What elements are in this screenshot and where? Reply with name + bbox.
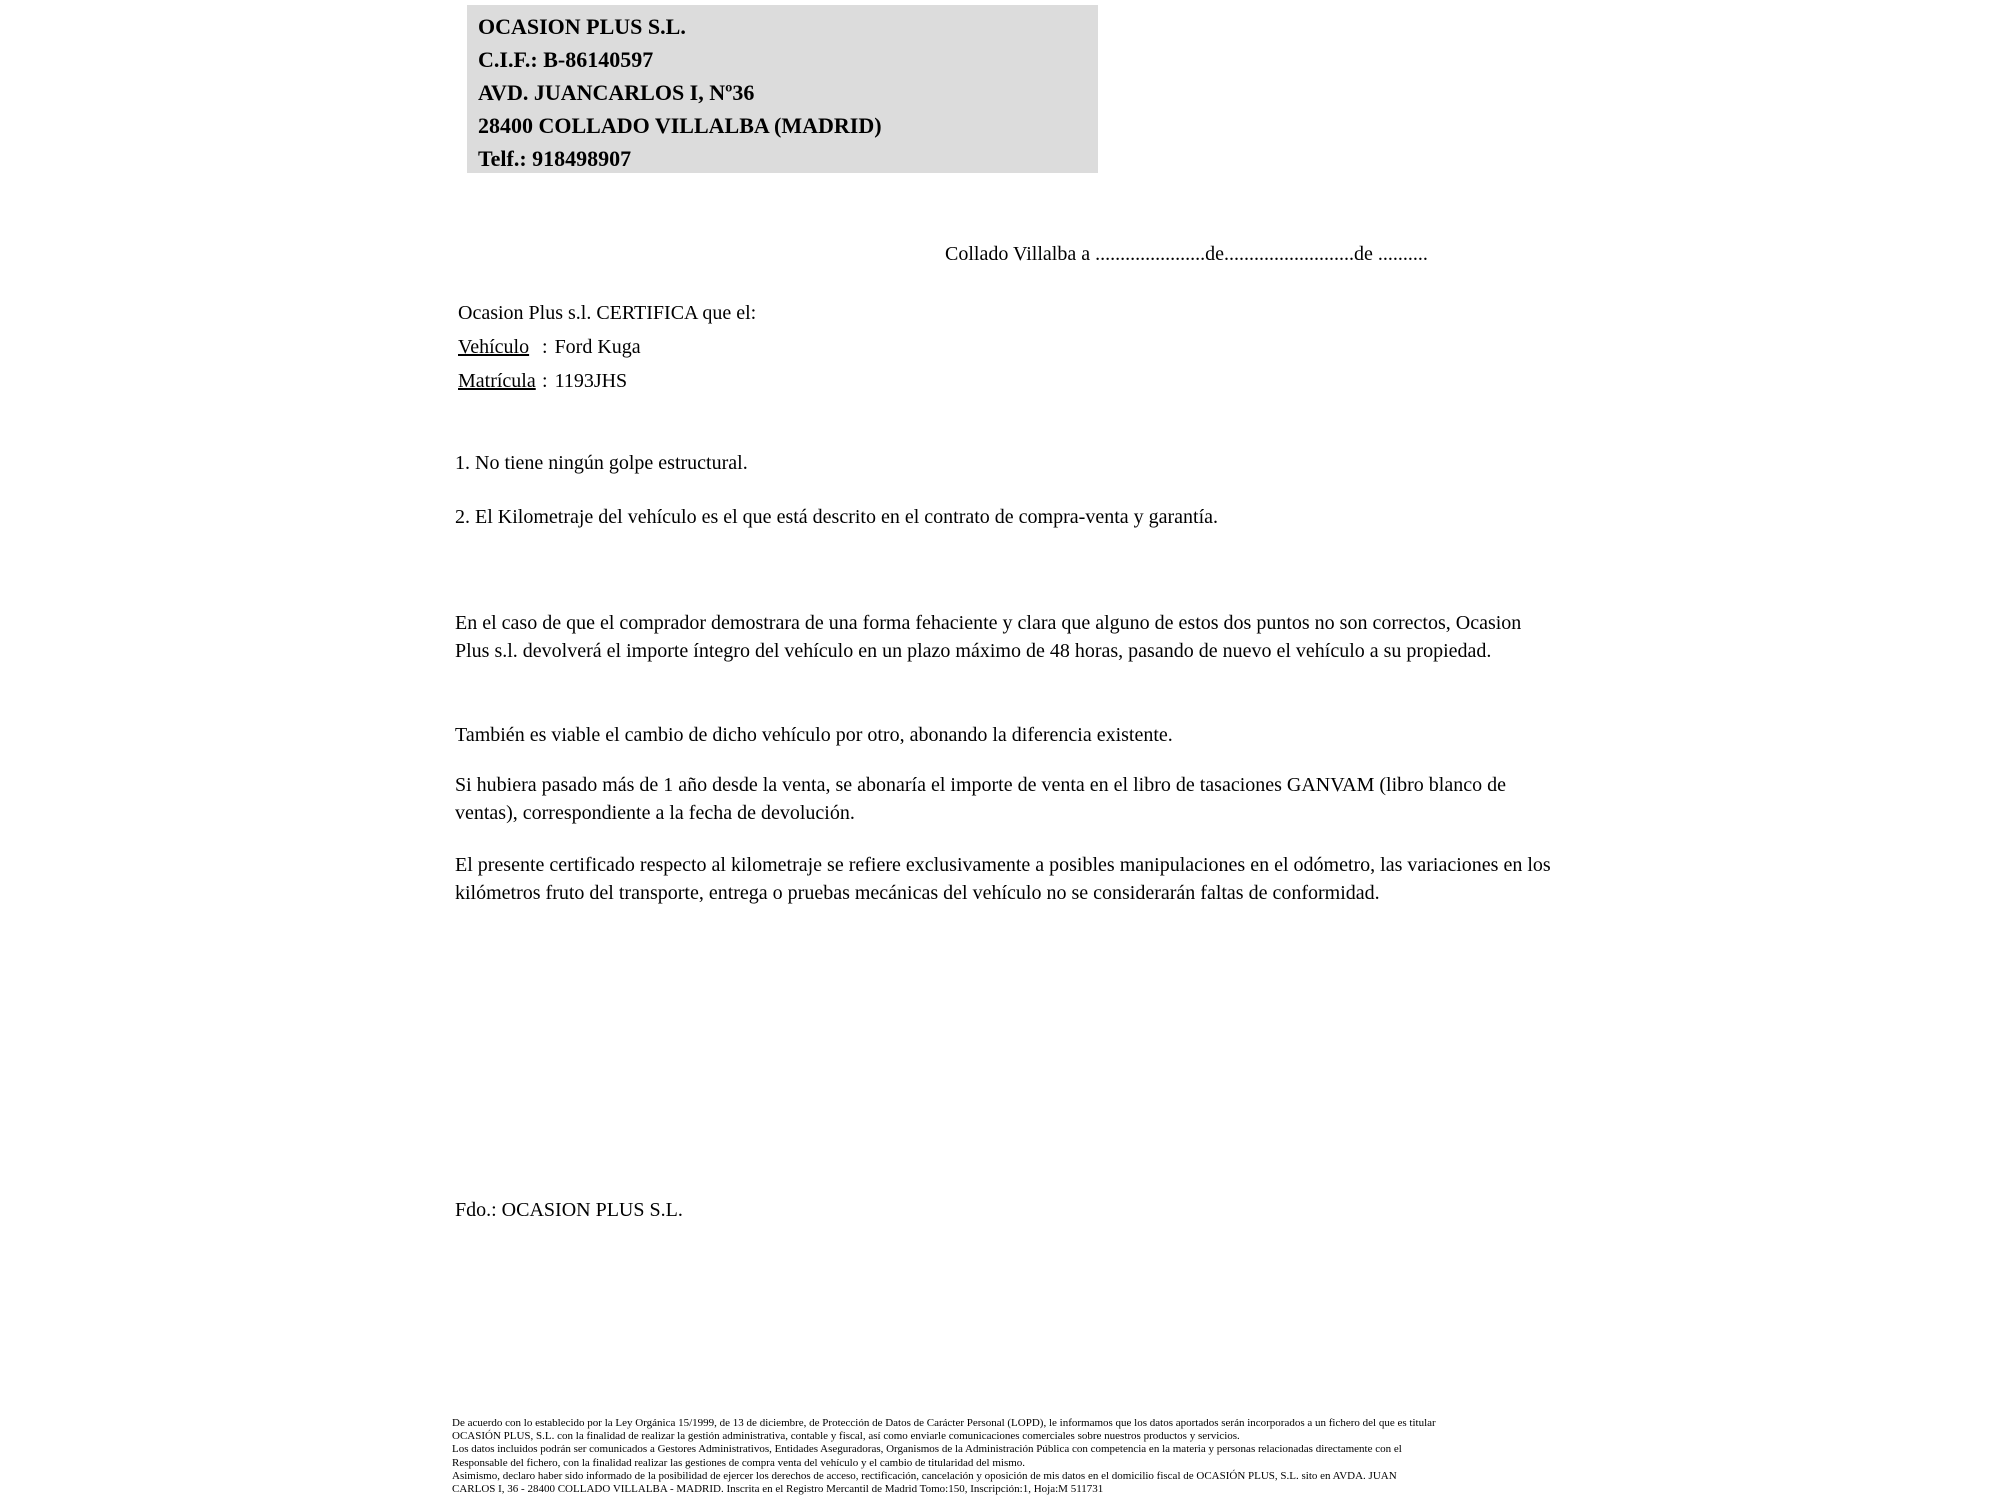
date-line: Collado Villalba a ......................de..........................de .......... <box>945 243 1428 265</box>
vehicle-field-row <box>458 330 756 364</box>
legal-footer <box>452 1417 1572 1496</box>
company-phone: Telf.: 918498907 <box>478 146 632 171</box>
plate-field-separator: : <box>542 370 548 392</box>
footer-line-lopd: De acuerdo con lo establecido por la Ley Orgánica 15/1999, de 13 de diciembre, de Protección de Datos de Carácter Personal (LOPD), le informamos que los datos aportados serán incorporados a un fichero del que es titular <box>452 1417 1436 1429</box>
company-name: OCASION PLUS S.L. <box>478 14 686 39</box>
paragraph-odometer-scope: El presente certificado respecto al kilometraje se refiere exclusivamente a posibles manipulaciones en el odómetro, las variaciones en los kilómetros fruto del transporte, entrega o pruebas mecánicas del vehículo no se considerarán faltas de conformidad. <box>455 854 1551 904</box>
footer-line-registry: CARLOS I, 36 - 28400 COLLADO VILLALBA - MADRID. Inscrita en el Registro Mercantil de Madrid Tomo:150, Inscripción:1, Hoja:M 511731 <box>452 1483 1104 1496</box>
company-header-block <box>467 5 1098 173</box>
footer-line-responsible: Responsable del fichero, con la finalidad realizar las gestiones de compra venta del vehículo y el cambio de titularidad del mismo. <box>452 1456 1026 1469</box>
plate-field-value: 1193JHS <box>554 370 628 392</box>
vehicle-field-value: Ford Kuga <box>554 336 641 358</box>
company-city: 28400 COLLADO VILLALBA (MADRID) <box>478 113 882 138</box>
paragraph-ganvam-valuation: Si hubiera pasado más de 1 año desde la venta, se abonaría el importe de venta en el libro de tasaciones GANVAM (libro blanco de ventas), correspondiente a la fecha de devolución. <box>455 774 1506 824</box>
paragraph-exchange-option: También es viable el cambio de dicho vehículo por otro, abonando la diferencia existente. <box>455 724 1173 746</box>
plate-field-row <box>458 364 756 398</box>
footer-line-rights: Asimismo, declaro haber sido informado de la posibilidad de ejercer los derechos de acceso, rectificación, cancelación y oposición de mis datos en el domicilio fiscal de OCASIÓN PLUS, S.L. sito en AVDA. JUAN <box>452 1469 1397 1482</box>
plate-field-label: Matrícula <box>458 370 536 392</box>
company-cif: C.I.F.: B-86140597 <box>478 47 654 72</box>
numbered-point-1: 1. No tiene ningún golpe estructural. <box>455 452 748 474</box>
numbered-point-2: 2. El Kilometraje del vehículo es el que está descrito en el contrato de compra-venta y garantía. <box>455 506 1219 528</box>
certify-block <box>458 296 756 398</box>
company-address: AVD. JUANCARLOS I, Nº36 <box>478 80 755 105</box>
vehicle-field-label: Vehículo <box>458 336 530 358</box>
paragraph-refund-terms: En el caso de que el comprador demostrara de una forma fehaciente y clara que alguno de estos dos puntos no son correctos, Ocasion Plus s.l. devolverá el importe íntegro del vehículo en un plazo máximo de 48 horas, pasando de nuevo el vehículo a su propiedad. <box>455 612 1522 662</box>
vehicle-field-separator: : <box>542 336 548 358</box>
footer-line-data-sharing: Los datos incluidos podrán ser comunicados a Gestores Administrativos, Entidades Aseguradoras, Organismos de la Administración Pública con competencia en la materia y personas relacionadas directamente con el <box>452 1443 1402 1456</box>
certify-intro: Ocasion Plus s.l. CERTIFICA que el: <box>458 302 757 324</box>
signature-line: Fdo.: OCASION PLUS S.L. <box>455 1199 683 1221</box>
footer-line-purpose: OCASIÓN PLUS, S.L. con la finalidad de realizar la gestión administrativa, contable y fiscal, así como enviarle comunicaciones comerciales sobre nuestros productos y servicios. <box>452 1430 1240 1443</box>
